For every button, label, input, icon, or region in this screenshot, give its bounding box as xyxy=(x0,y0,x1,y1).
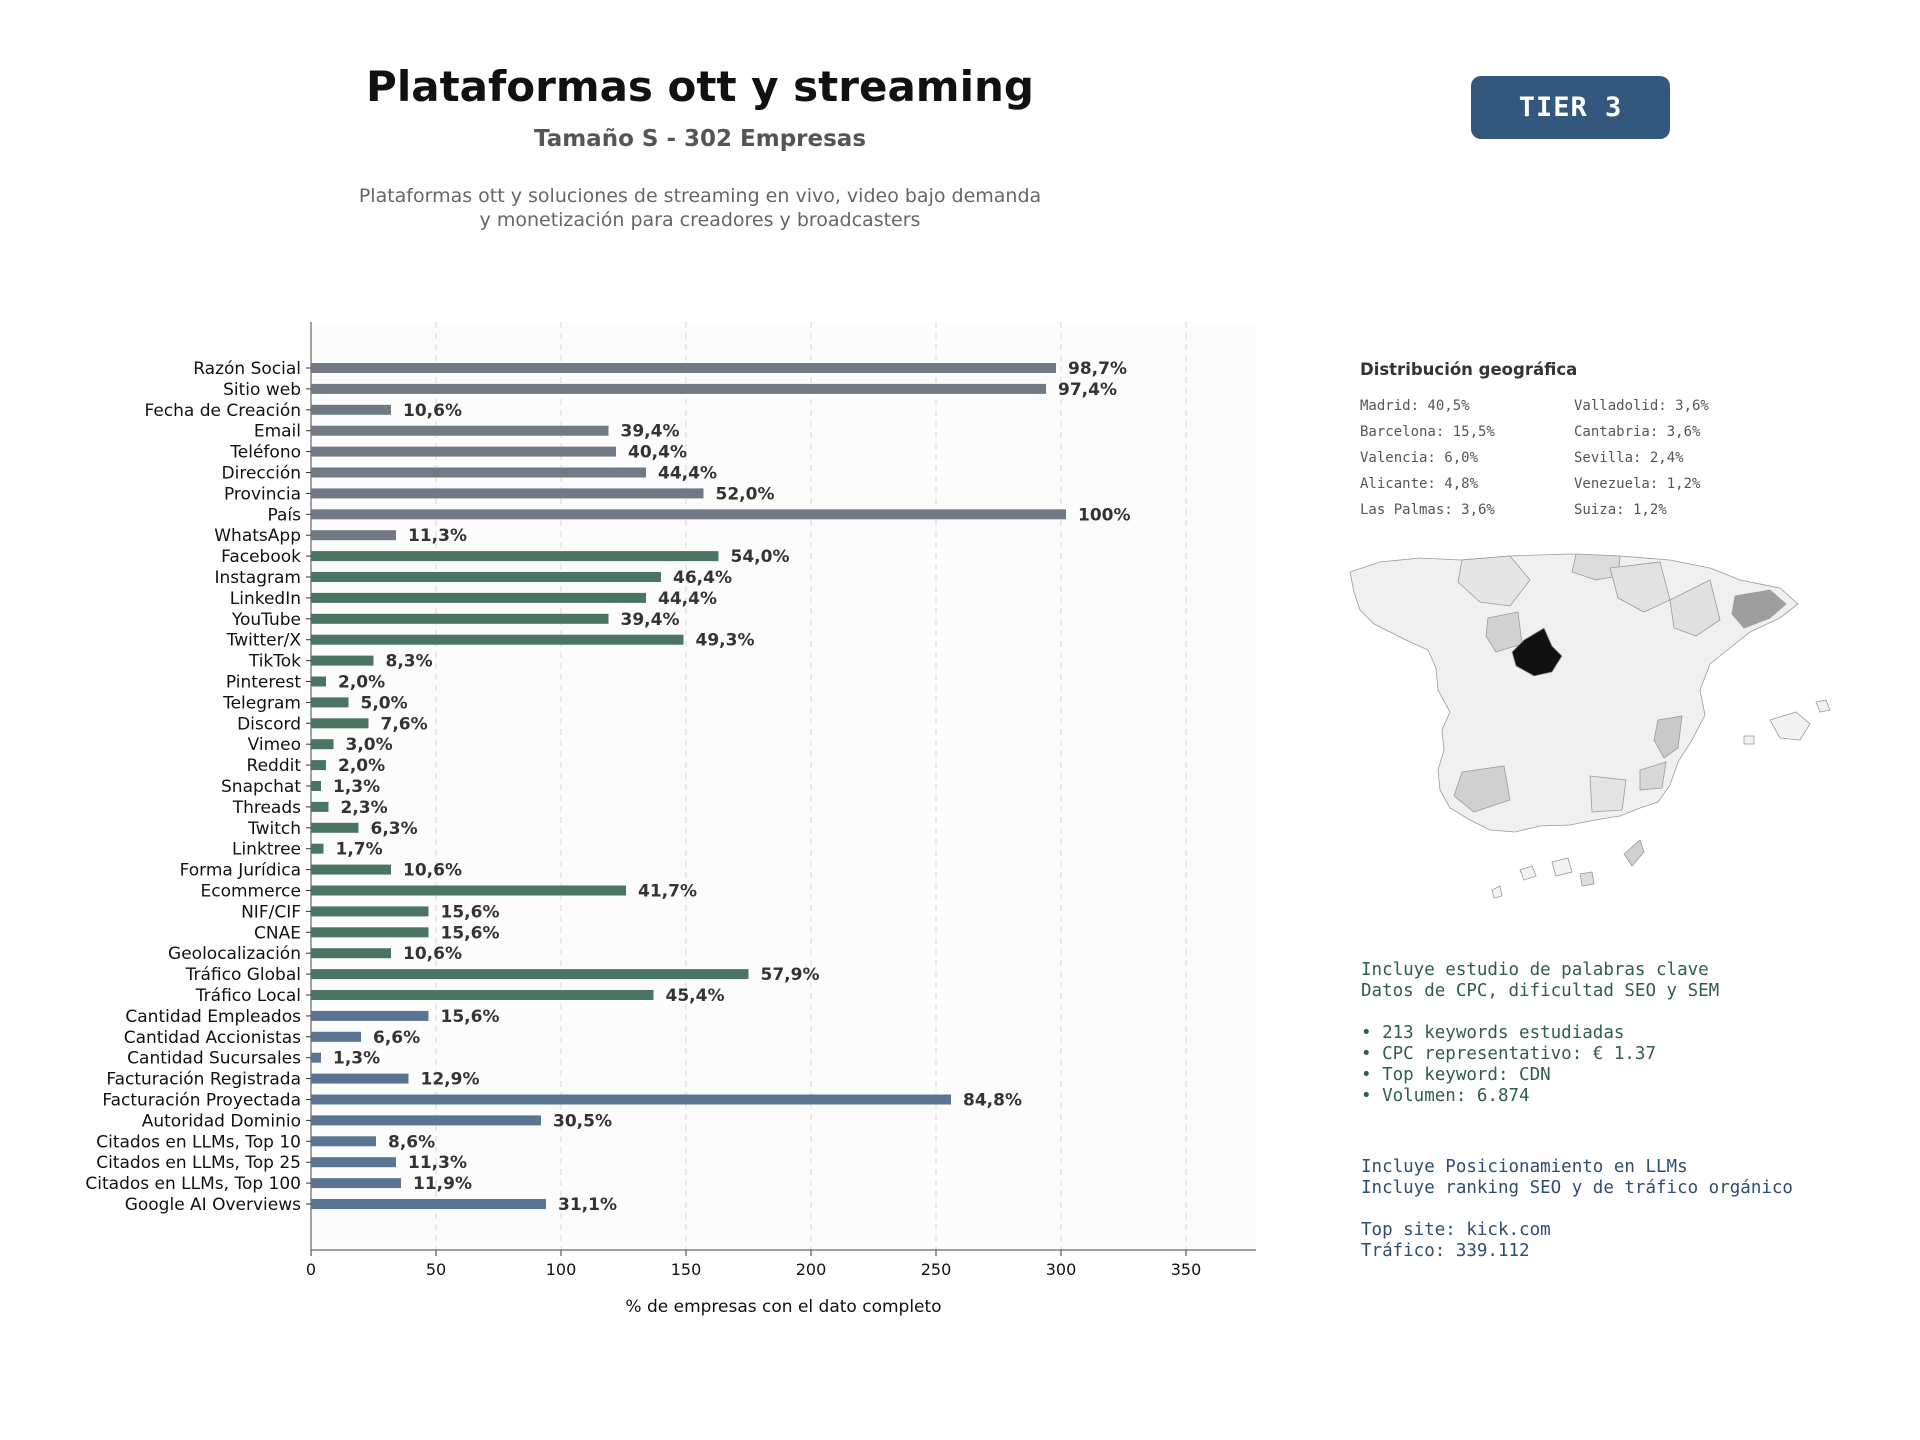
bar xyxy=(311,656,374,666)
bar xyxy=(311,802,329,812)
category-label: Teléfono xyxy=(230,442,301,463)
data-label: 97,4% xyxy=(1058,379,1117,400)
data-label: 11,9% xyxy=(413,1174,472,1195)
geo-item: Barcelona: 15,5% xyxy=(1360,424,1495,440)
bar xyxy=(311,1136,376,1146)
bar xyxy=(311,906,429,916)
x-tick-label: 200 xyxy=(795,1260,827,1279)
seo-line: Incluye estudio de palabras clave xyxy=(1361,960,1709,980)
category-label: WhatsApp xyxy=(214,526,301,547)
data-label: 84,8% xyxy=(963,1090,1022,1111)
category-label: YouTube xyxy=(231,609,301,630)
bar xyxy=(311,530,396,540)
bar xyxy=(311,677,326,687)
data-label: 41,7% xyxy=(638,881,697,902)
geo-item: Cantabria: 3,6% xyxy=(1574,424,1701,440)
seo-bullet: • Volumen: 6.874 xyxy=(1361,1086,1530,1106)
bar xyxy=(311,1157,396,1167)
data-label: 15,6% xyxy=(440,923,500,944)
data-label: 100% xyxy=(1078,505,1131,526)
bar xyxy=(311,718,369,728)
geo-item: Valladolid: 3,6% xyxy=(1574,398,1709,414)
category-label: Cantidad Accionistas xyxy=(123,1027,301,1048)
data-label: 11,3% xyxy=(408,526,467,547)
plot-background xyxy=(311,322,1256,1250)
bar xyxy=(311,823,359,833)
category-label: Ecommerce xyxy=(200,881,301,902)
bar xyxy=(311,572,661,582)
category-label: Citados en LLMs, Top 25 xyxy=(96,1153,301,1174)
category-label: País xyxy=(267,505,301,526)
seo-bullet: • Top keyword: CDN xyxy=(1361,1065,1551,1085)
bar xyxy=(311,447,616,457)
bar xyxy=(311,781,321,791)
category-label: Facebook xyxy=(221,547,301,568)
description-line: Plataformas ott y soluciones de streaming en vivo, video bajo demanda xyxy=(358,185,1042,207)
data-label: 98,7% xyxy=(1068,359,1127,379)
geo-item: Las Palmas: 3,6% xyxy=(1360,502,1495,518)
description-line: y monetización para creadores y broadcasters xyxy=(479,209,921,231)
data-label: 45,4% xyxy=(665,986,725,1006)
bar xyxy=(311,363,1056,373)
bar xyxy=(311,509,1066,519)
data-label: 44,4% xyxy=(658,588,717,609)
bar xyxy=(311,697,349,707)
data-label: 46,4% xyxy=(673,568,732,588)
category-label: Linktree xyxy=(231,839,301,860)
bar xyxy=(311,865,391,875)
map-canary xyxy=(1580,872,1594,886)
category-label: Tráfico Global xyxy=(185,965,301,986)
data-label: 10,6% xyxy=(403,400,462,421)
map-canary xyxy=(1552,858,1572,876)
category-label: LinkedIn xyxy=(229,588,301,609)
bar xyxy=(311,1011,429,1021)
data-label: 31,1% xyxy=(558,1195,617,1215)
bar xyxy=(311,593,646,603)
category-label: Facturación Proyectada xyxy=(102,1090,301,1111)
data-label: 2,0% xyxy=(338,672,386,693)
seo-line: Datos de CPC, dificultad SEO y SEM xyxy=(1361,981,1720,1001)
bar xyxy=(311,614,609,624)
category-label: Cantidad Empleados xyxy=(125,1006,301,1027)
map-canary xyxy=(1520,866,1536,880)
x-tick-label: 100 xyxy=(545,1260,577,1279)
x-tick-label: 250 xyxy=(920,1260,952,1279)
data-label: 57,9% xyxy=(760,965,820,986)
category-label: Facturación Registrada xyxy=(106,1069,301,1090)
llm-line: Tráfico: 339.112 xyxy=(1361,1241,1530,1261)
category-label: Razón Social xyxy=(193,359,301,379)
data-label: 44,4% xyxy=(658,463,717,484)
data-label: 30,5% xyxy=(553,1111,612,1132)
x-tick-label: 300 xyxy=(1045,1260,1077,1279)
bar xyxy=(311,760,326,770)
category-label: Reddit xyxy=(246,756,301,777)
bar xyxy=(311,551,719,561)
llm-line: Top site: kick.com xyxy=(1361,1220,1551,1240)
bar xyxy=(311,1074,409,1084)
map-islands xyxy=(1770,712,1810,740)
llm-line: Incluye ranking SEO y de tráfico orgánico xyxy=(1361,1178,1793,1198)
category-label: TikTok xyxy=(248,651,301,672)
data-label: 15,6% xyxy=(440,1006,500,1027)
category-label: Geolocalización xyxy=(168,944,301,965)
category-label: Fecha de Creación xyxy=(144,400,301,421)
category-label: Instagram xyxy=(214,568,301,588)
data-label: 1,7% xyxy=(335,839,383,860)
bar xyxy=(311,1115,541,1125)
tier-badge: TIER 3 xyxy=(1471,76,1670,139)
data-label: 12,9% xyxy=(420,1069,480,1090)
data-label: 49,3% xyxy=(695,630,755,651)
map-peninsula xyxy=(1350,554,1798,832)
category-label: Email xyxy=(253,421,301,442)
bar xyxy=(311,1032,361,1042)
geo-item: Suiza: 1,2% xyxy=(1574,502,1667,518)
map-canary xyxy=(1492,886,1502,898)
category-label: Telegram xyxy=(223,693,301,714)
bar xyxy=(311,969,749,979)
category-label: Citados en LLMs, Top 10 xyxy=(96,1132,301,1153)
map-islands xyxy=(1816,700,1830,712)
geo-item: Venezuela: 1,2% xyxy=(1574,476,1701,492)
bar xyxy=(311,927,429,937)
data-label: 6,3% xyxy=(370,818,418,839)
category-label: Autoridad Dominio xyxy=(141,1111,301,1132)
data-label: 39,4% xyxy=(620,609,680,630)
bar xyxy=(311,488,704,498)
data-label: 2,0% xyxy=(338,756,386,777)
data-label: 3,0% xyxy=(345,735,393,756)
category-label: Tráfico Local xyxy=(195,986,301,1006)
bar xyxy=(311,844,324,854)
bar xyxy=(311,405,391,415)
category-label: Twitch xyxy=(248,818,301,839)
seo-bullet: • CPC representativo: € 1.37 xyxy=(1361,1044,1657,1064)
category-label: Sitio web xyxy=(223,379,301,400)
category-label: Citados en LLMs, Top 100 xyxy=(85,1174,301,1195)
category-label: Threads xyxy=(232,797,301,818)
bar xyxy=(311,426,609,436)
seo-bullet: • 213 keywords estudiadas xyxy=(1361,1023,1625,1043)
bar xyxy=(311,384,1046,394)
data-label: 10,6% xyxy=(403,860,462,881)
map-islands xyxy=(1744,736,1754,744)
bar xyxy=(311,739,334,749)
category-label: Cantidad Sucursales xyxy=(127,1048,301,1069)
geo-title: Distribución geográfica xyxy=(1360,360,1578,379)
bar xyxy=(311,948,391,958)
category-label: Dirección xyxy=(221,463,301,484)
bar xyxy=(311,1199,546,1209)
category-label: Twitter/X xyxy=(226,630,301,651)
data-label: 11,3% xyxy=(408,1153,467,1174)
bar xyxy=(311,1095,951,1105)
data-label: 39,4% xyxy=(620,421,680,442)
category-label: Snapchat xyxy=(221,777,301,797)
data-label: 8,3% xyxy=(385,651,433,672)
page-subtitle: Tamaño S - 302 Empresas xyxy=(533,126,867,152)
data-label: 7,6% xyxy=(380,714,428,735)
geo-item: Sevilla: 2,4% xyxy=(1574,450,1684,466)
page-title: Plataformas ott y streaming xyxy=(366,62,1034,111)
category-label: NIF/CIF xyxy=(241,902,301,923)
category-label: Provincia xyxy=(223,484,301,505)
llm-line: Incluye Posicionamiento en LLMs xyxy=(1361,1157,1688,1177)
x-tick-label: 350 xyxy=(1170,1260,1202,1279)
map-canary xyxy=(1624,840,1644,866)
bar xyxy=(311,886,626,896)
x-axis-label: % de empresas con el dato completo xyxy=(625,1297,942,1317)
data-label: 40,4% xyxy=(628,442,687,463)
data-label: 15,6% xyxy=(440,902,500,923)
data-label: 5,0% xyxy=(360,693,408,714)
bar xyxy=(311,468,646,478)
spain-map xyxy=(1340,540,1860,910)
category-label: Google AI Overviews xyxy=(124,1195,301,1215)
map-region xyxy=(1590,776,1626,812)
bar xyxy=(311,1053,321,1063)
geo-item: Valencia: 6,0% xyxy=(1360,450,1479,466)
geo-item: Madrid: 40,5% xyxy=(1360,398,1470,414)
category-label: Vimeo xyxy=(247,735,301,756)
data-label: 54,0% xyxy=(730,547,790,568)
data-label: 2,3% xyxy=(340,797,388,818)
data-label: 1,3% xyxy=(333,1048,381,1069)
data-label: 1,3% xyxy=(333,777,381,797)
category-label: Forma Jurídica xyxy=(179,860,301,881)
category-label: Discord xyxy=(237,714,301,735)
category-label: CNAE xyxy=(254,923,301,944)
data-label: 8,6% xyxy=(388,1132,436,1153)
category-label: Pinterest xyxy=(225,672,301,693)
x-tick-label: 0 xyxy=(305,1260,317,1279)
geo-item: Alicante: 4,8% xyxy=(1360,476,1479,492)
data-label: 52,0% xyxy=(715,484,775,505)
bar xyxy=(311,990,654,1000)
x-tick-label: 150 xyxy=(670,1260,702,1279)
data-label: 6,6% xyxy=(373,1027,421,1048)
x-tick-label: 50 xyxy=(425,1260,447,1279)
bar xyxy=(311,1178,401,1188)
data-label: 10,6% xyxy=(403,944,462,965)
bar xyxy=(311,635,684,645)
